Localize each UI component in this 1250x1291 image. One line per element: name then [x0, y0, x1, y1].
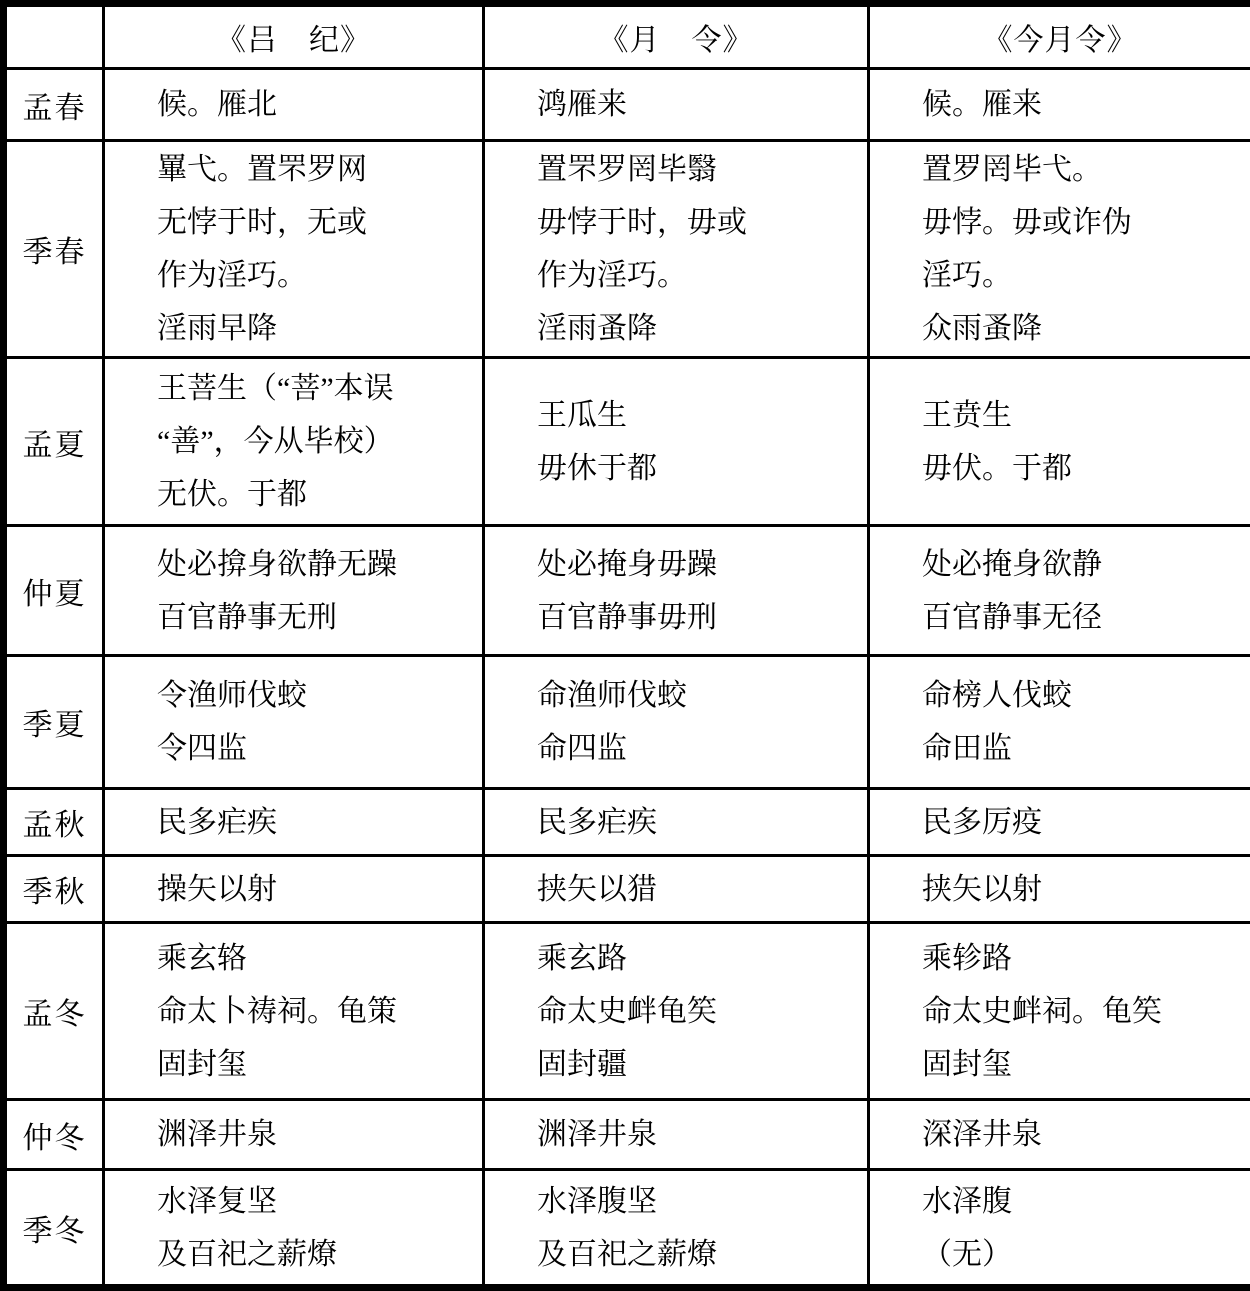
- cell-text-line: 令渔师伐蛟: [157, 669, 474, 722]
- cell-lines: [104, 526, 484, 656]
- table-row: [4, 923, 1250, 1100]
- cell-text-line: 命太史衅祠。龟笶: [922, 985, 1242, 1038]
- cell-text-line: （无）: [922, 1228, 1242, 1281]
- cell-lines: [869, 526, 1250, 656]
- cell-text-line: 淫巧。: [922, 249, 1242, 302]
- cell-text-line: 民多疟疾: [537, 796, 859, 849]
- header-lu-ji: 《吕 纪》: [104, 4, 484, 69]
- cell-text-line: 水泽腹: [922, 1175, 1242, 1228]
- cell-text-line: 民多疟疾: [157, 796, 474, 849]
- cell-lines: [869, 69, 1250, 141]
- cell-text-line: 命太史衅龟笶: [537, 985, 859, 1038]
- cell-lines: [484, 141, 869, 358]
- cell-text-line: 固封玺: [922, 1038, 1242, 1091]
- cell-lines: [869, 656, 1250, 789]
- cell-lines: [869, 923, 1250, 1100]
- season-label: 孟夏: [4, 358, 104, 526]
- cell-text-line: 固封玺: [157, 1038, 474, 1091]
- table-row: [4, 1100, 1250, 1170]
- cell-text-line: 挟矢以射: [922, 863, 1242, 916]
- cell-lines: [104, 69, 484, 141]
- cell-text-line: 乘玄路: [537, 932, 859, 985]
- cell-text-line: 挟矢以猎: [537, 863, 859, 916]
- cell-lines: [484, 1170, 869, 1288]
- cell-lines: [104, 1100, 484, 1170]
- cell-text-line: 命田监: [922, 722, 1242, 775]
- cell-text-line: 及百祀之薪燎: [537, 1228, 859, 1281]
- cell-text-line: 无伏。于都: [157, 468, 474, 521]
- cell-text-line: 王菩生（“菩”本误: [157, 362, 474, 415]
- cell-text-line: 罼弋。置罘罗网: [157, 143, 474, 196]
- cell-text-line: 命渔师伐蛟: [537, 669, 859, 722]
- table-row: [4, 856, 1250, 923]
- header-jin-yue-ling: 《今月令》: [869, 4, 1250, 69]
- cell-text-line: 毋休于都: [537, 442, 859, 495]
- cell-lines: [104, 789, 484, 856]
- cell-lines: [869, 358, 1250, 526]
- cell-text-line: 毋悖。毋或诈伪: [922, 196, 1242, 249]
- cell-lines: [104, 856, 484, 923]
- table-row: [4, 789, 1250, 856]
- table-row: [4, 526, 1250, 656]
- season-label: 仲夏: [4, 526, 104, 656]
- cell-lines: [484, 856, 869, 923]
- cell-text-line: 置罗罔毕弋。: [922, 143, 1242, 196]
- cell-text-line: 置罘罗罔毕翳: [537, 143, 859, 196]
- cell-lines: [869, 856, 1250, 923]
- season-label: 季秋: [4, 856, 104, 923]
- cell-lines: [869, 1100, 1250, 1170]
- cell-text-line: 命榜人伐蛟: [922, 669, 1242, 722]
- cell-lines: [869, 1170, 1250, 1288]
- table-row: [4, 141, 1250, 358]
- cell-text-line: 深泽井泉: [922, 1108, 1242, 1161]
- cell-text-line: “善”，今从毕校）: [157, 415, 474, 468]
- cell-text-line: 处必掩身毋躁: [537, 538, 859, 591]
- table-row: [4, 69, 1250, 141]
- cell-text-line: 水泽腹坚: [537, 1175, 859, 1228]
- cell-text-line: 渊泽井泉: [537, 1108, 859, 1161]
- season-label: 孟秋: [4, 789, 104, 856]
- cell-text-line: 渊泽井泉: [157, 1108, 474, 1161]
- cell-lines: [484, 358, 869, 526]
- cell-lines: [104, 923, 484, 1100]
- cell-lines: [484, 69, 869, 141]
- cell-text-line: 候。雁来: [922, 78, 1242, 131]
- cell-lines: [104, 1170, 484, 1288]
- header-yue-ling: 《月 令》: [484, 4, 869, 69]
- cell-text-line: 操矢以射: [157, 863, 474, 916]
- cell-text-line: 众雨蚤降: [922, 302, 1242, 355]
- table-row: [4, 656, 1250, 789]
- cell-text-line: 水泽复坚: [157, 1175, 474, 1228]
- cell-lines: [104, 358, 484, 526]
- cell-lines: [869, 789, 1250, 856]
- cell-text-line: 候。雁北: [157, 78, 474, 131]
- cell-text-line: 命四监: [537, 722, 859, 775]
- cell-text-line: 固封疆: [537, 1038, 859, 1091]
- table-header: [4, 4, 1250, 69]
- cell-lines: [484, 1100, 869, 1170]
- cell-text-line: 及百祀之薪燎: [157, 1228, 474, 1281]
- season-label: 仲冬: [4, 1100, 104, 1170]
- season-label: 季夏: [4, 656, 104, 789]
- cell-text-line: 作为淫巧。: [537, 249, 859, 302]
- cell-lines: [104, 656, 484, 789]
- table-row: [4, 1170, 1250, 1288]
- cell-lines: [484, 656, 869, 789]
- season-label: 孟冬: [4, 923, 104, 1100]
- cell-text-line: 鸿雁来: [537, 78, 859, 131]
- cell-text-line: 处必揜身欲静无躁: [157, 538, 474, 591]
- cell-text-line: 处必掩身欲静: [922, 538, 1242, 591]
- cell-text-line: 淫雨蚤降: [537, 302, 859, 355]
- cell-lines: [484, 526, 869, 656]
- cell-text-line: 淫雨早降: [157, 302, 474, 355]
- cell-text-line: 令四监: [157, 722, 474, 775]
- cell-text-line: 王瓜生: [537, 389, 859, 442]
- cell-text-line: 民多厉疫: [922, 796, 1242, 849]
- table-body: [4, 69, 1250, 1288]
- table-row: [4, 358, 1250, 526]
- cell-text-line: 毋伏。于都: [922, 442, 1242, 495]
- cell-lines: [484, 923, 869, 1100]
- cell-lines: [869, 141, 1250, 358]
- cell-text-line: 王贲生: [922, 389, 1242, 442]
- cell-text-line: 百官静事无径: [922, 591, 1242, 644]
- cell-text-line: 无悖于时，无或: [157, 196, 474, 249]
- cell-text-line: 作为淫巧。: [157, 249, 474, 302]
- cell-text-line: 百官静事毋刑: [537, 591, 859, 644]
- cell-text-line: 百官静事无刑: [157, 591, 474, 644]
- cell-text-line: 命太卜祷祠。龟策: [157, 985, 474, 1038]
- season-label: 季冬: [4, 1170, 104, 1288]
- header-blank: [4, 4, 104, 69]
- season-label: 孟春: [4, 69, 104, 141]
- cell-text-line: 毋悖于时，毋或: [537, 196, 859, 249]
- cell-lines: [104, 141, 484, 358]
- season-label: 季春: [4, 141, 104, 358]
- cell-text-line: 乘轸路: [922, 932, 1242, 985]
- cell-lines: [484, 789, 869, 856]
- cell-text-line: 乘玄辂: [157, 932, 474, 985]
- header-row: [4, 4, 1250, 69]
